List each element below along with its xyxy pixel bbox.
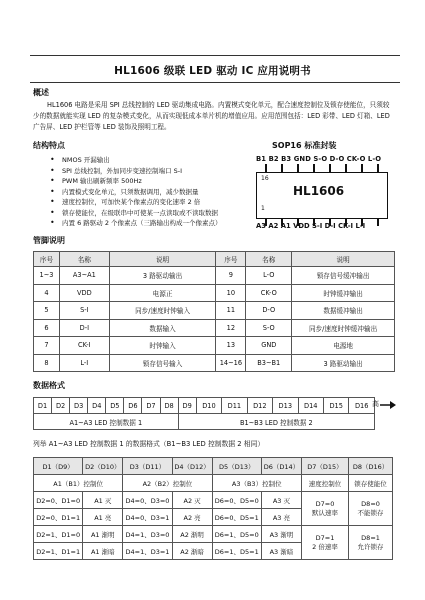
- cell: A1 亮: [83, 509, 123, 526]
- bit-header: D4（D12）: [172, 458, 212, 475]
- speed-0-text: 默认速率: [311, 509, 338, 517]
- cell: 7: [34, 337, 60, 355]
- bit-cell: D15: [323, 398, 348, 414]
- speed-0-cell: [301, 492, 348, 526]
- cell: L-O: [246, 267, 292, 285]
- title-rule: [30, 82, 400, 83]
- feature-item: • 锁存使能位，在级联串中可使某一点读取或不读取数据: [50, 208, 222, 219]
- cell: 9: [216, 267, 246, 285]
- cell: 4: [34, 284, 60, 302]
- high-bit-label: 高: [372, 400, 379, 408]
- group-header: A1（B1）控制位: [34, 475, 123, 492]
- cell: CK-O: [246, 284, 292, 302]
- speed-1-bit: D7=1: [315, 534, 335, 542]
- cell: 13: [216, 337, 246, 355]
- table-row: [34, 492, 393, 509]
- cell: A2 渐明: [172, 526, 212, 543]
- pin-lead: [265, 164, 267, 172]
- bit-cell: D16: [349, 398, 375, 414]
- table-row: [34, 267, 395, 285]
- bit-header: D1（D9）: [34, 458, 83, 475]
- cell: A2 灭: [172, 492, 212, 509]
- col-header: 序号: [216, 252, 246, 267]
- cell: 1~3: [34, 267, 60, 285]
- feature-item: • PWM 输出刷新频率 500Hz: [50, 176, 222, 187]
- cell: 同步/速度时钟输入: [109, 302, 216, 320]
- speed-1-cell: [301, 526, 348, 560]
- bit-cell: D10: [196, 398, 221, 414]
- pin1-marker: 1: [261, 205, 265, 212]
- bit-cell: D2: [52, 398, 70, 414]
- cell: D4=0、D3=1: [123, 509, 172, 526]
- latch-1-bit: D8=1: [361, 534, 380, 542]
- cell: A3 灭: [261, 492, 301, 509]
- cell: A1 渐暗: [83, 543, 123, 560]
- cell: D2=0、D1=1: [34, 509, 83, 526]
- top-rule: [30, 55, 400, 56]
- bit-cell: D7: [142, 398, 160, 414]
- feature-item: • NMOS 开漏输出: [50, 155, 222, 166]
- cell: D6=1、D5=0: [212, 526, 261, 543]
- features-list: [50, 155, 222, 229]
- col-header: 序号: [34, 252, 60, 267]
- cell: S-I: [59, 302, 109, 320]
- bit-cell: D1: [34, 398, 52, 414]
- table-row: [34, 319, 395, 337]
- cell: A1 灭: [83, 492, 123, 509]
- cell: A3 亮: [261, 509, 301, 526]
- col-header: 说明: [292, 252, 395, 267]
- table-row: [34, 302, 395, 320]
- overview-text: HL1606 电路是采用 SPI 总线控制的 LED 驱动集成电路。内置模式变化单元，配合速度控制位及锁存使能位，只须较少的数据就能实现 LED 的复杂模式变化，从而实现低成本单片机的增值应用。应用范围包括：LED 彩带、LED 灯箱、LED 广告屏、LED 护栏管等 LED 装饰及照明工程。: [33, 101, 390, 131]
- group-header: A2（B2）控制位: [123, 475, 212, 492]
- table-row: [34, 284, 395, 302]
- table-row: [34, 337, 395, 355]
- cell: D2=1、D1=1: [34, 543, 83, 560]
- col-header: 名称: [246, 252, 292, 267]
- feature-item: • SPI 总线控制，外加同步变速控制端口 S-I: [50, 166, 222, 177]
- cell: VDD: [59, 284, 109, 302]
- cell: S-O: [246, 319, 292, 337]
- bit-header: D6（D14）: [261, 458, 301, 475]
- package-top-pins: B1 B2 B3 GND S-O D-O CK-O L-O: [256, 155, 382, 163]
- cell: 14~16: [216, 354, 246, 372]
- arrow-right-icon: [380, 400, 396, 410]
- pin16-marker: 16: [261, 175, 269, 182]
- pin-desc-heading: 管脚说明: [33, 236, 65, 245]
- cell: 数据缓冲输出: [292, 302, 395, 320]
- table-row: [34, 354, 395, 372]
- cell: D-O: [246, 302, 292, 320]
- cell: 锁存信号缓冲输出: [292, 267, 395, 285]
- latch-1-cell: [349, 526, 393, 560]
- cell: 时钟输入: [109, 337, 216, 355]
- cell: 5: [34, 302, 60, 320]
- bit-header: D8（D16）: [349, 458, 393, 475]
- bit-header: D7（D15）: [301, 458, 348, 475]
- cell: A1 渐明: [83, 526, 123, 543]
- cell: 同步/速度时钟缓冲输出: [292, 319, 395, 337]
- cell: 电源正: [109, 284, 216, 302]
- feature-item: • 速度控制位，可加快某个像素点的变化速率 2 倍: [50, 197, 222, 208]
- bit-cell: D9: [178, 398, 196, 414]
- data-format-heading: 数据格式: [33, 381, 65, 390]
- cell: D2=1、D1=0: [34, 526, 83, 543]
- format-caption: 列举 A1~A3 LED 控制数据 1 的数据格式（B1~B3 LED 控制数据 2 相同）: [33, 440, 265, 448]
- features-heading: 结构特点: [33, 141, 65, 150]
- cell: D6=0、D5=1: [212, 509, 261, 526]
- sop16-chip: [256, 172, 388, 219]
- cell: D6=0、D5=0: [212, 492, 261, 509]
- group-header: A3（B3）控制位: [212, 475, 301, 492]
- cell: A3 渐暗: [261, 543, 301, 560]
- group2-label: B1~B3 LED 控制数据 2: [178, 414, 374, 430]
- bit-order-table: [33, 397, 375, 430]
- cell: 11: [216, 302, 246, 320]
- bit-cell: D8: [160, 398, 178, 414]
- cell: 时钟缓冲输出: [292, 284, 395, 302]
- bit-cell: D3: [70, 398, 88, 414]
- cell: 数据输入: [109, 319, 216, 337]
- cell: L-I: [59, 354, 109, 372]
- latch-0-cell: [349, 492, 393, 526]
- bit-header: D3（D11）: [123, 458, 172, 475]
- group1-label: A1~A3 LED 控制数据 1: [34, 414, 179, 430]
- package-heading: SOP16 标准封装: [272, 141, 337, 150]
- pin-description-table: [33, 251, 395, 372]
- cell: 10: [216, 284, 246, 302]
- cell: D4=1、D3=0: [123, 526, 172, 543]
- col-header: 名称: [59, 252, 109, 267]
- col-header: 说明: [109, 252, 216, 267]
- cell: B3~B1: [246, 354, 292, 372]
- cell: 电源地: [292, 337, 395, 355]
- overview-heading: 概述: [33, 88, 49, 97]
- pin-lead: [297, 164, 299, 172]
- bit-header: D5（D13）: [212, 458, 261, 475]
- cell: 锁存信号输入: [109, 354, 216, 372]
- cell: 8: [34, 354, 60, 372]
- package-bottom-pins: A3 A2 A1 VDD S-I D-I CK-I L-I: [256, 222, 366, 230]
- cell: D6=1、D5=1: [212, 543, 261, 560]
- speed-1-text: 2 倍速率: [312, 543, 338, 551]
- feature-item: • 内置 6 路驱动 2 个像素点（三路输出构成一个像素点）: [50, 218, 222, 229]
- group-header: 速度控制位: [301, 475, 348, 492]
- bit-cell: D13: [273, 398, 298, 414]
- cell: D2=0、D1=0: [34, 492, 83, 509]
- cell: 12: [216, 319, 246, 337]
- bit-cell: D14: [298, 398, 323, 414]
- pin-lead: [281, 164, 283, 172]
- page-title: HL1606 级联 LED 驱动 IC 应用说明书: [114, 65, 311, 77]
- table-row: [34, 526, 393, 543]
- cell: D-I: [59, 319, 109, 337]
- bit-header: D2（D10）: [83, 458, 123, 475]
- chip-label: HL1606: [293, 184, 345, 198]
- cell: D4=0、D3=0: [123, 492, 172, 509]
- bit-cell: D11: [222, 398, 247, 414]
- cell: CK-I: [59, 337, 109, 355]
- pin-lead: [345, 164, 347, 172]
- latch-1-text: 允许锁存: [357, 543, 384, 551]
- cell: A2 渐暗: [172, 543, 212, 560]
- latch-0-bit: D8=0: [361, 500, 380, 508]
- pin-lead: [377, 164, 379, 172]
- speed-0-bit: D7=0: [315, 500, 335, 508]
- control-data-table: [33, 457, 393, 560]
- cell: 3 路驱动输出: [292, 354, 395, 372]
- bit-cell: D6: [124, 398, 142, 414]
- latch-0-text: 不能锁存: [357, 509, 384, 517]
- group-header: 锁存使能位: [349, 475, 393, 492]
- bit-cell: D12: [247, 398, 272, 414]
- cell: D4=1、D3=1: [123, 543, 172, 560]
- bit-cell: D4: [88, 398, 106, 414]
- bit-cell: D5: [106, 398, 124, 414]
- cell: A2 亮: [172, 509, 212, 526]
- cell: 3 路驱动输出: [109, 267, 216, 285]
- cell: A3~A1: [59, 267, 109, 285]
- pin-lead: [329, 164, 331, 172]
- pin-lead: [361, 164, 363, 172]
- cell: 6: [34, 319, 60, 337]
- cell: A3 渐明: [261, 526, 301, 543]
- pin-lead: [313, 164, 315, 172]
- cell: GND: [246, 337, 292, 355]
- feature-item: • 内置模式变化单元，只须数据调用，减少数据量: [50, 187, 222, 198]
